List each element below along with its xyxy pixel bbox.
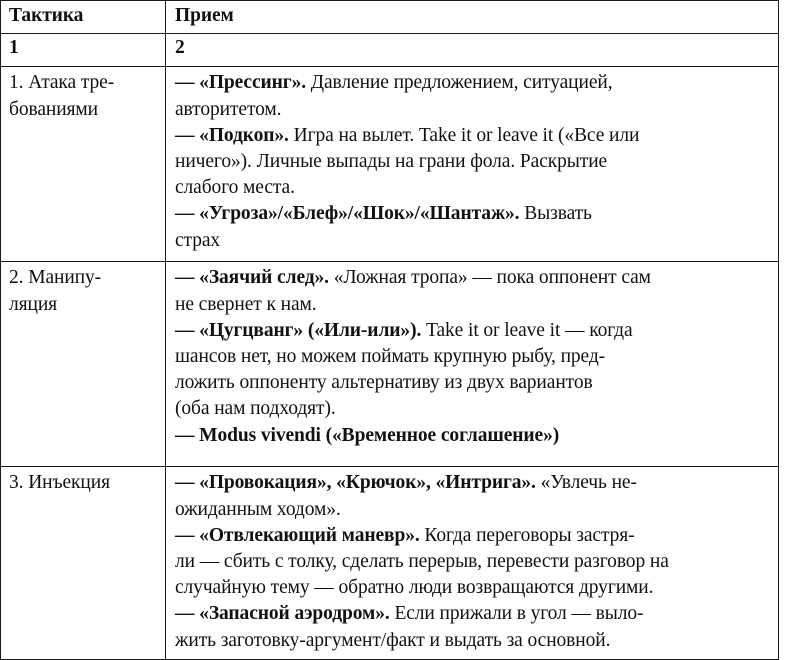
- column-header-technique: Прием: [166, 1, 779, 34]
- text-line: — «Цугцванг» («Или-или»). Take it or leave it — когда: [175, 319, 633, 341]
- technique-name: — «Провокация», «Крючок», «Интрига».: [175, 472, 541, 494]
- table-row: [1, 67, 779, 262]
- column-number-2: 2: [166, 34, 779, 67]
- text-line: 3. Инъекция: [9, 472, 110, 494]
- table-number-row: [1, 34, 779, 67]
- technique-name: — «Подкоп».: [175, 124, 294, 146]
- text-line: — «Провокация», «Крючок», «Интрига». «Увлечь не-: [175, 472, 637, 494]
- text-line: (оба нам подходят).: [175, 398, 336, 420]
- column-number-1: 1: [1, 34, 166, 67]
- technique-name: — «Угроза»/«Блеф»/«Шок»/«Шантаж».: [175, 203, 525, 225]
- table-row: [1, 467, 779, 659]
- text-line: шансов нет, но можем поймать крупную рыбу, пред-: [175, 346, 606, 368]
- technique-name: — «Заячий след».: [175, 267, 334, 289]
- text-line: страх: [175, 229, 221, 251]
- text-line: ляция: [9, 293, 58, 315]
- technique-name: — «Цугцванг» («Или-или»).: [175, 319, 427, 341]
- table-row: [1, 262, 779, 467]
- text-line: слабого места.: [175, 177, 295, 199]
- text-line: — «Запасной аэродром». Если прижали в угол — выло-: [175, 603, 644, 625]
- text-line: [175, 423, 772, 449]
- text-line: 2. Манипу-: [9, 267, 102, 289]
- text-line: бованиями: [9, 98, 98, 120]
- technique-name: — Modus vivendi («Временное соглашение»): [175, 424, 560, 446]
- text-line: — «Угроза»/«Блеф»/«Шок»/«Шантаж». Вызвать: [175, 203, 592, 225]
- text-line: жить заготовку-аргумент/факт и выдать за основной.: [175, 629, 611, 651]
- text-line: — «Прессинг». Давление предложением, ситуацией,: [175, 72, 613, 94]
- text-line: 1. Атака тре-: [9, 72, 115, 94]
- column-header-tactic: Тактика: [1, 1, 166, 34]
- technique-name: — «Запасной аэродром».: [175, 603, 395, 625]
- technique-cell: [166, 467, 779, 659]
- text-line: случайную тему — обратно люди возвращаются другими.: [175, 577, 654, 599]
- text-line: ничего»). Личные выпады на грани фола. Раскрытие: [175, 151, 608, 173]
- tactic-cell: [1, 67, 166, 262]
- text-line: — «Отвлекающий маневр». Когда переговоры застря-: [175, 524, 635, 546]
- text-line: ли — сбить с толку, сделать перерыв, перевести разговор на: [175, 551, 669, 573]
- technique-cell: [166, 67, 779, 262]
- text-line: ложить оппоненту альтернативу из двух вариантов: [175, 372, 593, 394]
- text-line: — «Подкоп». Игра на вылет. Take it or leave it («Все или: [175, 124, 640, 146]
- tactic-cell: [1, 467, 166, 659]
- text-line: не свернет к нам.: [175, 293, 317, 315]
- technique-name: — «Отвлекающий маневр».: [175, 524, 425, 546]
- technique-name: — «Прессинг».: [175, 72, 311, 94]
- text-line: авторитетом.: [175, 98, 282, 120]
- table-body: [1, 1, 779, 660]
- text-line: ожиданным ходом».: [175, 498, 341, 520]
- technique-cell: [166, 262, 779, 467]
- tactic-cell: [1, 262, 166, 467]
- table-header-row: [1, 1, 779, 34]
- text-line: — «Заячий след». «Ложная тропа» — пока оппонент сам: [175, 267, 651, 289]
